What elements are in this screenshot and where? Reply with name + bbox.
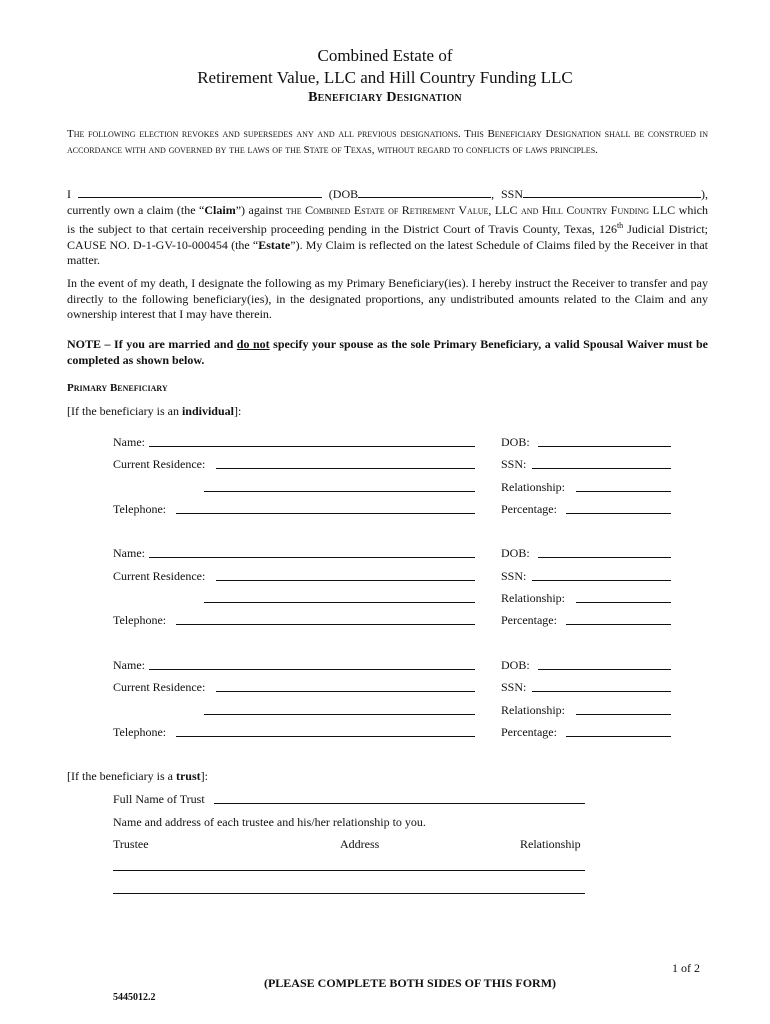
trustee-row-2-field[interactable] xyxy=(113,893,585,894)
name-field[interactable] xyxy=(149,557,475,558)
percentage-label: Percentage: xyxy=(501,502,557,516)
estate-term: Estate xyxy=(258,237,291,252)
trust-name-label: Full Name of Trust xyxy=(113,792,205,806)
residence-field-line-2[interactable] xyxy=(204,491,475,492)
preamble-paragraph: The following election revokes and supersedes any and all previous designations. This Beneficiary Designation shall be construed in accordance with and governed by the laws of the State of Texas, without regard to conflicts of laws principles. xyxy=(67,128,708,156)
percentage-field[interactable] xyxy=(566,736,671,737)
percentage-label: Percentage: xyxy=(501,725,557,739)
relationship-column-header: Relationship xyxy=(520,837,581,851)
trustee-column-header: Trustee xyxy=(113,837,149,851)
relationship-label: Relationship: xyxy=(501,480,565,494)
ssn-label: SSN: xyxy=(501,457,527,471)
dob-field[interactable] xyxy=(538,669,671,670)
dob-label: DOB: xyxy=(501,435,530,449)
residence-label: Current Residence: xyxy=(113,680,206,694)
title-line-2: Retirement Value, LLC and Hill Country Funding LLC xyxy=(197,68,573,87)
name-label: Name: xyxy=(113,658,145,672)
trustee-row-1-field[interactable] xyxy=(113,870,585,871)
name-field[interactable] xyxy=(149,446,475,447)
name-label: Name: xyxy=(113,435,145,449)
residence-field-line-2[interactable] xyxy=(204,714,475,715)
percentage-field[interactable] xyxy=(566,513,671,514)
footer-note: (PLEASE COMPLETE BOTH SIDES OF THIS FORM) xyxy=(263,976,557,990)
claim-paragraph: I (DOB , SSN ), currently own a claim (the “Claim”) against the Combined Estate of Retirement Value, LLC and Hill Country Funding LLC which is the subject to that certain receivership proceeding pending in the District Court of Travis County, Texas, 126th Judicial District; CAUSE NO. D-1-GV-10-000454 (the “Estate”). My Claim is reflected on the latest Schedule of Claims filed by the Receiver in that matter. xyxy=(67,187,709,267)
form-title: Beneficiary Designation xyxy=(308,90,462,105)
claimant-ssn-field[interactable] xyxy=(523,186,701,198)
telephone-label: Telephone: xyxy=(113,502,167,516)
page-number: 1 of 2 xyxy=(672,961,700,975)
name-label: Name: xyxy=(113,546,145,560)
telephone-field[interactable] xyxy=(176,624,475,625)
residence-field[interactable] xyxy=(216,468,475,469)
residence-field[interactable] xyxy=(216,691,475,692)
trust-instruction: [If the beneficiary is a trust]: xyxy=(67,769,208,783)
ssn-label: SSN: xyxy=(501,569,527,583)
relationship-label: Relationship: xyxy=(501,591,565,605)
dob-field[interactable] xyxy=(538,557,671,558)
relationship-field[interactable] xyxy=(576,602,671,603)
dob-field[interactable] xyxy=(538,446,671,447)
telephone-field[interactable] xyxy=(176,513,475,514)
designation-paragraph: In the event of my death, I designate the following as my Primary Beneficiary(ies). I hereby instruct the Receiver to transfer and pay directly to the following beneficiary(ies), in the designated proportions, any undistributed amounts related to the Claim and any ownership interest that I may have therein. xyxy=(67,276,708,321)
relationship-field[interactable] xyxy=(576,714,671,715)
residence-label: Current Residence: xyxy=(113,457,206,471)
residence-label: Current Residence: xyxy=(113,569,206,583)
telephone-label: Telephone: xyxy=(113,725,167,739)
relationship-field[interactable] xyxy=(576,491,671,492)
trust-name-field[interactable] xyxy=(214,803,585,804)
dob-label: DOB: xyxy=(501,546,530,560)
residence-field-line-2[interactable] xyxy=(204,602,475,603)
spousal-waiver-note: NOTE – If you are married and do not specify your spouse as the sole Primary Beneficiary, a valid Spousal Waiver must be completed as shown below. xyxy=(67,337,708,367)
ssn-field[interactable] xyxy=(532,580,671,581)
residence-field[interactable] xyxy=(216,580,475,581)
claimant-dob-field[interactable] xyxy=(358,186,491,198)
percentage-field[interactable] xyxy=(566,624,671,625)
trustee-instruction: Name and address of each trustee and his/her relationship to you. xyxy=(113,815,426,829)
telephone-label: Telephone: xyxy=(113,613,167,627)
claim-term: Claim xyxy=(204,202,236,217)
percentage-label: Percentage: xyxy=(501,613,557,627)
primary-beneficiary-heading: Primary Beneficiary xyxy=(67,382,168,394)
address-column-header: Address xyxy=(340,837,380,851)
relationship-label: Relationship: xyxy=(501,703,565,717)
title-line-1: Combined Estate of xyxy=(317,46,453,65)
telephone-field[interactable] xyxy=(176,736,475,737)
ssn-label: SSN: xyxy=(501,680,527,694)
document-id: 5445012.2 xyxy=(113,992,156,1003)
dob-label: DOB: xyxy=(501,658,530,672)
ssn-field[interactable] xyxy=(532,468,671,469)
name-field[interactable] xyxy=(149,669,475,670)
ssn-field[interactable] xyxy=(532,691,671,692)
individual-instruction: [If the beneficiary is an individual]: xyxy=(67,404,242,418)
claimant-name-field[interactable] xyxy=(78,186,322,198)
